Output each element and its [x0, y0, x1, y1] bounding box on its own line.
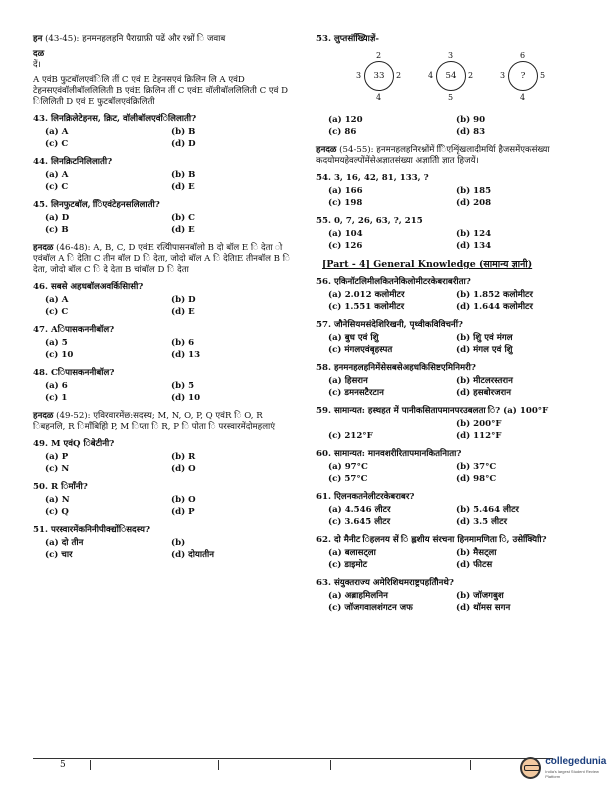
answer-option[interactable]: (c) जॉजगवालशंगटन जफ	[328, 603, 413, 614]
question-options	[316, 186, 584, 209]
right-column	[316, 34, 584, 621]
answer-option[interactable]: (d) O	[171, 464, 196, 474]
answer-option[interactable]: (b) 6	[171, 338, 195, 348]
answer-option[interactable]: (b) मैसट्ला	[456, 548, 497, 559]
answer-option[interactable]: (d) D	[171, 139, 196, 149]
circle-number-right: 2	[468, 71, 474, 80]
question-item	[33, 200, 297, 236]
answer-option[interactable]: (b) B	[171, 170, 196, 180]
circle-number-bottom: 5	[448, 93, 454, 102]
answer-option[interactable]: (b) 124	[456, 229, 492, 239]
answer-option[interactable]: (c) 1.551 कलोमीटर	[328, 302, 405, 313]
answer-option[interactable]: (a) A	[45, 170, 69, 180]
circle-number-left: 4	[428, 71, 434, 80]
left-column	[33, 34, 297, 568]
answer-option[interactable]: (a) P	[45, 452, 69, 462]
section-intro-54-55: हनदळ (54-55): हनमनहलहनिरश्नोंमें ििएशृिंखलादीमर्याि हैजसमेंएकसंख्या कदयोमयहेवल्पोंमेंसेअज्ञातसंख्या अज्ञातीि ज्ञात हिजयें।	[316, 145, 550, 166]
question-item	[33, 439, 297, 475]
answer-option[interactable]: (d) 3.5 लीटर	[456, 517, 507, 528]
question-stem: 57. जौनेसियमसंदेशिरिखनी, पृथ्वीकविविचनीं?	[316, 320, 463, 331]
answer-option[interactable]: (a) A	[45, 127, 69, 137]
question-item	[33, 282, 297, 318]
answer-option[interactable]: (c) मंगलएवंबृहस्पत	[328, 345, 393, 356]
answer-option[interactable]: (a) अब्राहमिलनिन	[328, 591, 388, 602]
question-item	[316, 578, 584, 614]
answer-option[interactable]: (b) 90	[456, 115, 486, 125]
answer-option[interactable]: (d) 112°F	[456, 431, 502, 442]
question-options	[316, 419, 584, 442]
answer-option[interactable]: (d) 1.644 कलोमीटर	[456, 302, 533, 313]
question-stem: 45. लिनफुटबॉल, ििएवंटेहनसलिलाती?	[33, 200, 160, 210]
question-options	[316, 505, 584, 528]
answer-option[interactable]: (a) 4.546 लीटर	[328, 505, 391, 516]
brand-tagline: India's largest Student Review Platform	[545, 768, 599, 779]
question-item	[33, 482, 297, 518]
answer-option[interactable]: (d) फीटस	[456, 560, 493, 571]
circle-number-right: 5	[540, 71, 546, 80]
section-intro-49-52: हनदळ (49-52): एविरवारमेंछ:सदस्य; M, N, O, P, Q एवंR ि O, R िबहनलि, R िमाँबिहोि P, M िप्ता ि R, P ि पोता ि परस्वारमेंदोमहलाएं	[33, 411, 276, 432]
circle-number-left: 3	[356, 71, 362, 80]
question-stem: 47. Aिपासकननीबॉल?	[33, 325, 115, 335]
question-stem: 49. M एवंQ िबेटीनी?	[33, 439, 115, 449]
answer-option[interactable]: (d) 98°C	[456, 474, 497, 485]
answer-option[interactable]: (c) 198	[328, 198, 363, 208]
circle-center-value: ?	[508, 61, 538, 91]
answer-option[interactable]: (c) C	[45, 139, 69, 149]
answer-option[interactable]: (c) 1	[45, 393, 68, 403]
answer-option[interactable]: (c) Q	[45, 507, 69, 517]
question-item	[33, 368, 297, 404]
question-options	[316, 462, 584, 485]
answer-option[interactable]: (a) D	[45, 213, 70, 223]
answer-option[interactable]	[328, 419, 456, 430]
question-group-43-45	[33, 114, 297, 236]
answer-option[interactable]: (b) 5	[171, 381, 195, 391]
question-stem: 51. परस्वारमेंकनिनीपीक्द्योंिसदस्य?	[33, 525, 150, 535]
question-item	[316, 535, 584, 571]
brand-name: collegedunia	[545, 756, 607, 767]
question-options	[316, 548, 584, 571]
answer-option[interactable]: (c) C	[45, 182, 69, 192]
question-options	[33, 338, 297, 361]
answer-option[interactable]: (a) बुध एवं शुि	[328, 333, 379, 344]
answer-option[interactable]: (c) 126	[328, 241, 363, 251]
question-item	[33, 114, 297, 150]
question-stem: 55. 0, 7, 26, 63, ?, 215	[316, 216, 423, 226]
answer-option[interactable]: (b) 200°F	[456, 419, 502, 430]
footer-tick	[470, 760, 471, 770]
answer-option[interactable]: (a) 5	[45, 338, 68, 348]
question-options	[33, 381, 297, 404]
question-group-56-63	[316, 277, 584, 614]
answer-option[interactable]: (c) N	[45, 464, 70, 474]
circle-number-top: 2	[376, 51, 382, 60]
answer-option[interactable]: (c) डाइमोट	[328, 560, 368, 571]
footer-tick	[218, 760, 219, 770]
question-stem: 46. सबसे अहधबॉलअवर्किसिासी?	[33, 282, 144, 292]
question-options	[33, 170, 297, 193]
answer-option[interactable]: (b) D	[171, 295, 196, 305]
answer-option[interactable]: (d) 83	[456, 127, 486, 137]
footer-divider	[33, 758, 553, 759]
question-group-46-48	[33, 282, 297, 404]
question-stem: 44. लिनक्रिटनिलिलाती?	[33, 157, 113, 167]
question-item	[316, 363, 584, 399]
answer-option[interactable]: (b) O	[171, 495, 196, 505]
question-item	[316, 277, 584, 313]
footer-tick	[330, 760, 331, 770]
question-item	[33, 525, 297, 561]
number-circle-figure	[500, 51, 546, 109]
question-stem: 60. सामान्यत: मानवशरीरितापमानकितनािता?	[316, 449, 462, 460]
answer-option[interactable]: (d) 13	[171, 350, 201, 360]
answer-option[interactable]: (d) E	[171, 182, 195, 192]
question-item	[316, 173, 584, 209]
answer-option[interactable]: (b) शुि एवं मंगल	[456, 333, 513, 344]
answer-option[interactable]: (d) E	[171, 225, 195, 235]
answer-option[interactable]: (a) दो तीन	[45, 538, 84, 548]
answer-option[interactable]: (d) दोयातीन	[171, 550, 215, 560]
question-item	[316, 406, 584, 442]
question-item	[33, 157, 297, 193]
answer-option[interactable]: (d) 134	[456, 241, 492, 251]
circle-number-bottom: 4	[376, 93, 382, 102]
circle-number-bottom: 4	[520, 93, 526, 102]
answer-option[interactable]: (a) बलासट्ला	[328, 548, 376, 559]
question-options	[33, 538, 297, 561]
question-item	[316, 320, 584, 356]
number-circle-figure	[356, 51, 402, 109]
mascot-icon	[520, 757, 541, 779]
question-options	[33, 213, 297, 236]
answer-option[interactable]: (c) B	[45, 225, 69, 235]
section-intro-43-45: हन (43-45): हनमनहलहनि पैराग्राफ़ी पढें और रश्नों ि जवाब	[33, 34, 226, 44]
question-stem: 59. सामान्यत: हस्थहत में पानीकसितापमानपरउबलता ि? (a) 100°F	[316, 406, 549, 417]
answer-option[interactable]: (b) R	[171, 452, 196, 462]
answer-option[interactable]: (a) 2.012 कलोमीटर	[328, 290, 405, 301]
answer-option[interactable]: (b) 37°C	[456, 462, 497, 473]
answer-option[interactable]: (b) B	[171, 127, 196, 137]
circle-number-right: 2	[396, 71, 402, 80]
answer-option[interactable]: (a) 166	[328, 186, 363, 196]
question-stem: 61. एिलनकतनेलीटरकेबराबर?	[316, 492, 415, 503]
answer-option[interactable]: (c) 212°F	[328, 431, 373, 442]
section-intro-43-45-cont: दळ दें।	[33, 49, 45, 70]
answer-option[interactable]: (d) हसबोरजरान	[456, 388, 512, 399]
question-stem: 50. R िमाँनी?	[33, 482, 88, 492]
answer-option[interactable]: (d) E	[171, 307, 195, 317]
number-circles	[356, 51, 584, 109]
question-options	[33, 295, 297, 318]
answer-option[interactable]: (d) मंगल एवं शुि	[456, 345, 513, 356]
question-stem: 62. दो मैनीट िहलनय सें ि ह्लशीय संरचना हिनमामणिता ि, उसेक्याििी?	[316, 535, 547, 546]
answer-option[interactable]: (b) 1.852 कलोमीटर	[456, 290, 533, 301]
question-stem: 54. 3, 16, 42, 81, 133, ?	[316, 173, 429, 183]
circle-number-left: 3	[500, 71, 506, 80]
answer-option[interactable]: (c) 86	[328, 127, 357, 137]
answer-option[interactable]: (b) C	[171, 213, 195, 223]
question-item	[316, 492, 584, 528]
footer-tick	[90, 760, 91, 770]
question-stem: 63. संयुक्तराज्य अमेरिशिथमराष्ट्रपहतिौनथे?	[316, 578, 454, 589]
answer-option[interactable]: (c) डमनसटैरटान	[328, 388, 384, 399]
question-stem: 43. लिनक्रिलेटेहनस, क्रिट, वॉलीबॉलएवंिलिलाती?	[33, 114, 197, 124]
number-circle-figure	[428, 51, 474, 109]
question-stem: 56. एकिनॉटलिमीलकितनेकिलोमीटरकेबराबरीता?	[316, 277, 471, 288]
answer-option[interactable]: (d) 10	[171, 393, 201, 403]
question-item	[316, 216, 584, 252]
question-options	[316, 229, 584, 252]
answer-option[interactable]: (c) चार	[45, 550, 73, 560]
answer-option[interactable]: (a) A	[45, 295, 69, 305]
answer-option[interactable]: (a) N	[45, 495, 70, 505]
answer-option[interactable]: (a) 120	[328, 115, 363, 125]
page-number: 5	[60, 760, 66, 770]
question-stem: 58. हनमनहलहनिमेंसेसबसेअहधकिसिष्टएमिनिमरी?	[316, 363, 476, 374]
answer-option[interactable]: (d) 208	[456, 198, 492, 208]
answer-option[interactable]: (d) P	[171, 507, 195, 517]
question-options	[33, 127, 297, 150]
answer-option[interactable]: (b) जॉजगबुश	[456, 591, 504, 602]
question-group-49-51	[33, 439, 297, 561]
question-options	[316, 591, 584, 614]
general-knowledge-title: [Part - 4] General Knowledge (सामान्य ज्ञानी)	[322, 259, 533, 270]
answer-option[interactable]: (c) 10	[45, 350, 74, 360]
question-options	[316, 376, 584, 399]
question-item	[33, 325, 297, 361]
answer-option[interactable]: (a) 6	[45, 381, 68, 391]
circle-number-top: 6	[520, 51, 526, 60]
answer-option[interactable]: (b)	[171, 538, 186, 548]
question-options	[33, 452, 297, 475]
question-stem: 48. Cिपासकननीबॉल?	[33, 368, 115, 378]
answer-option[interactable]: (c) 3.645 लीटर	[328, 517, 391, 528]
question-options	[33, 495, 297, 518]
passage-paragraph: A एवंB फुटबॉलएवंिलि तीं C एवं E टेहनसएवं क्रिलिन लि A एवंD टेहनसएवंवॉलीबॉललिलिती B एवंE क्रिलिन तीं C एवंE वॉलीबॉललिलिती C एवं D िलिलिती D एवं E फुटबॉलएवंक्रिलिती	[33, 75, 289, 107]
answer-option[interactable]: (c) C	[45, 307, 69, 317]
answer-option[interactable]: (a) 97°C	[328, 462, 368, 473]
circle-center-value: 33	[364, 61, 394, 91]
answer-option[interactable]: (a) 104	[328, 229, 363, 239]
circle-number-top: 3	[448, 51, 454, 60]
answer-option[interactable]: (b) 5.464 लीटर	[456, 505, 519, 516]
answer-option[interactable]: (d) थॉमस सगन	[456, 603, 511, 614]
question-options	[316, 290, 584, 313]
question-53-stem: 53. लुप्तसंख्याििज्ञें-	[316, 34, 379, 44]
question-group-54-55	[316, 173, 584, 252]
section-intro-46-48: हनदळ (46-48): A, B, C, D एवंE रत्यीिपासनबॉलो B दो बॉल E ि देता ो एवंबॉल A ि देताि C तीन बॉल D ि देता, जोदो बॉल A ि देतािE तीनबॉल B ि देता, जोदो बॉल C ि दे देता B चांबॉल D ि देता	[33, 243, 291, 275]
question-53-options	[316, 115, 584, 138]
circle-center-value: 54	[436, 61, 466, 91]
question-options	[316, 333, 584, 356]
question-item	[316, 449, 584, 485]
answer-option[interactable]: (c) 57°C	[328, 474, 368, 485]
answer-option[interactable]: (b) मीटलरस्तरान	[456, 376, 513, 387]
brand-logo	[520, 756, 612, 779]
answer-option[interactable]: (a) हिसरान	[328, 376, 368, 387]
answer-option[interactable]: (b) 185	[456, 186, 492, 196]
